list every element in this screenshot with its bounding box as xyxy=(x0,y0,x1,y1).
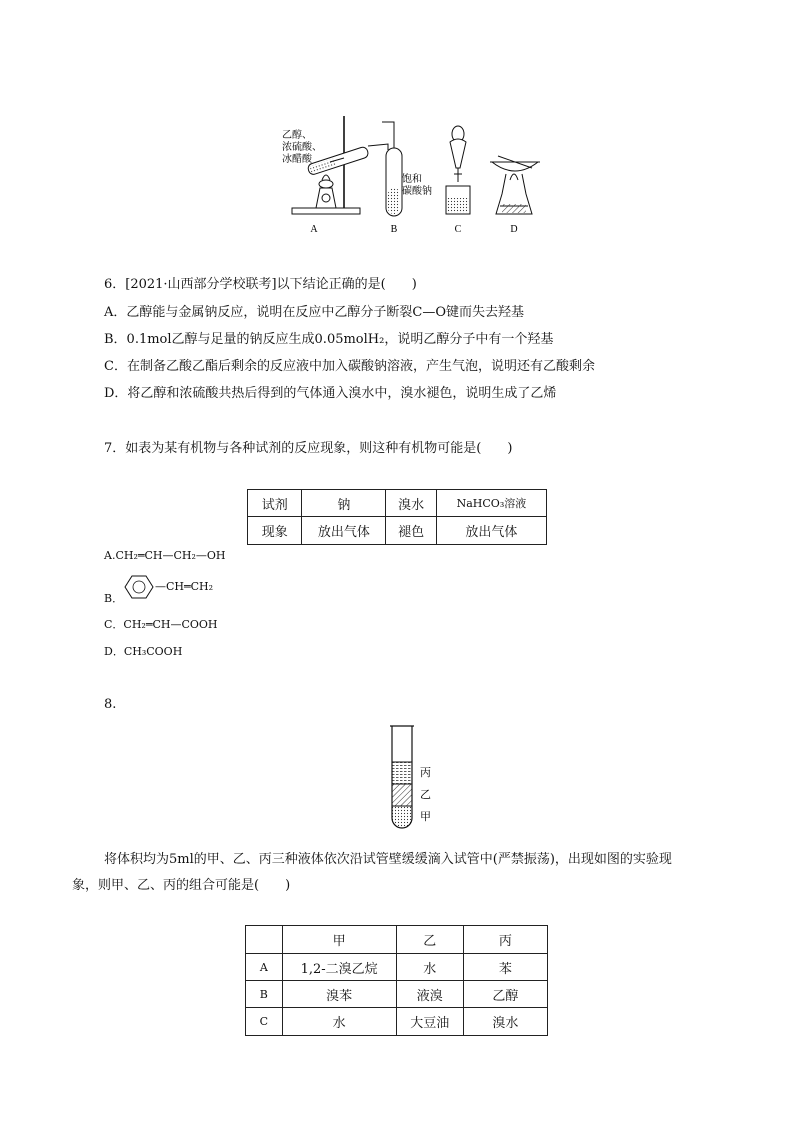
table-cell: C xyxy=(246,1008,283,1036)
q6-stem: 6．[2021·山西部分学校联考]以下结论正确的是( ) xyxy=(104,277,417,292)
q7-stem: 7．如表为某有机物与各种试剂的反应现象，则这种有机物可能是( ) xyxy=(104,441,513,456)
q8-stem-line2: 象，则甲、乙、丙的组合可能是( ) xyxy=(72,878,291,893)
table-cell: NaHCO₃溶液 xyxy=(436,490,546,517)
table-cell: 放出气体 xyxy=(436,517,546,545)
caption-c: C xyxy=(454,224,462,235)
q6-option-c: C．在制备乙酸乙酯后剩余的反应液中加入碳酸钠溶液，产生气泡，说明还有乙酸剩余 xyxy=(104,359,595,374)
q7-reagent-table xyxy=(247,489,547,545)
table-cell: 水 xyxy=(396,954,463,981)
table-cell: 乙 xyxy=(396,926,463,954)
table-cell: 褪色 xyxy=(386,517,436,545)
table-cell: 液溴 xyxy=(396,981,463,1008)
table-cell: A xyxy=(246,954,283,981)
q8-stem-line1: 将体积均为5ml的甲、乙、丙三种液体依次沿试管壁缓缓滴入试管中(严禁振荡)，出现如图的实验现 xyxy=(104,852,672,867)
table-cell: 钠 xyxy=(302,490,386,517)
q7-option-d: D．CH₃COOH xyxy=(104,645,183,658)
table-cell: 溴水 xyxy=(463,1008,547,1036)
table-cell: 大豆油 xyxy=(396,1008,463,1036)
q6-option-b: B．0.1mol乙醇与足量的钠反应生成0.05molH₂，说明乙醇分子中有一个羟基 xyxy=(104,332,554,347)
tube-label-bing: 丙 xyxy=(420,766,431,779)
table-cell: 现象 xyxy=(248,517,302,545)
q7-option-b-label: B． xyxy=(104,592,124,605)
tube-label-yi: 乙 xyxy=(420,788,431,801)
q6-option-d: D．将乙醇和浓硫酸共热后得到的气体通入溴水中，溴水褪色，说明生成了乙烯 xyxy=(104,386,557,401)
table-cell: B xyxy=(246,981,283,1008)
q8-combination-table xyxy=(245,925,548,1036)
caption-b: B xyxy=(390,224,398,235)
q6-option-a: A．乙醇能与金属钠反应，说明在反应中乙醇分子断裂C—O键而失去羟基 xyxy=(104,305,524,320)
test-tube-figure xyxy=(388,722,438,832)
q7-option-c: C．CH₂═CH—COOH xyxy=(104,618,218,631)
table-row xyxy=(246,1008,548,1036)
label-reagent-3: 冰醋酸 xyxy=(282,154,312,165)
label-reagent-1: 乙醇、 xyxy=(282,130,312,141)
label-na2co3-1: 饱和 xyxy=(402,174,422,185)
table-cell: 丙 xyxy=(463,926,547,954)
table-cell: 乙醇 xyxy=(463,981,547,1008)
label-na2co3-2: 碳酸钠 xyxy=(402,186,432,197)
table-cell: 试剂 xyxy=(248,490,302,517)
table-cell: 甲 xyxy=(282,926,396,954)
tube-label-jia: 甲 xyxy=(420,810,431,823)
table-cell: 1,2-二溴乙烷 xyxy=(282,954,396,981)
apparatus-figure xyxy=(270,110,540,235)
table-cell: 溴水 xyxy=(386,490,436,517)
q7-option-a: A.CH₂═CH—CH₂—OH xyxy=(104,549,226,562)
table-row xyxy=(246,954,548,981)
table-cell xyxy=(246,926,283,954)
caption-d: D xyxy=(510,224,518,235)
table-cell: 苯 xyxy=(463,954,547,981)
table-row xyxy=(246,981,548,1008)
q7-option-b-formula: —CH═CH₂ xyxy=(155,580,214,593)
table-cell: 放出气体 xyxy=(302,517,386,545)
benzene-ring-icon xyxy=(124,574,154,600)
table-cell: 溴苯 xyxy=(282,981,396,1008)
table-cell: 水 xyxy=(282,1008,396,1036)
label-reagent-2: 浓硫酸、 xyxy=(282,142,322,153)
caption-a: A xyxy=(310,224,318,235)
q8-number: 8. xyxy=(104,697,117,712)
